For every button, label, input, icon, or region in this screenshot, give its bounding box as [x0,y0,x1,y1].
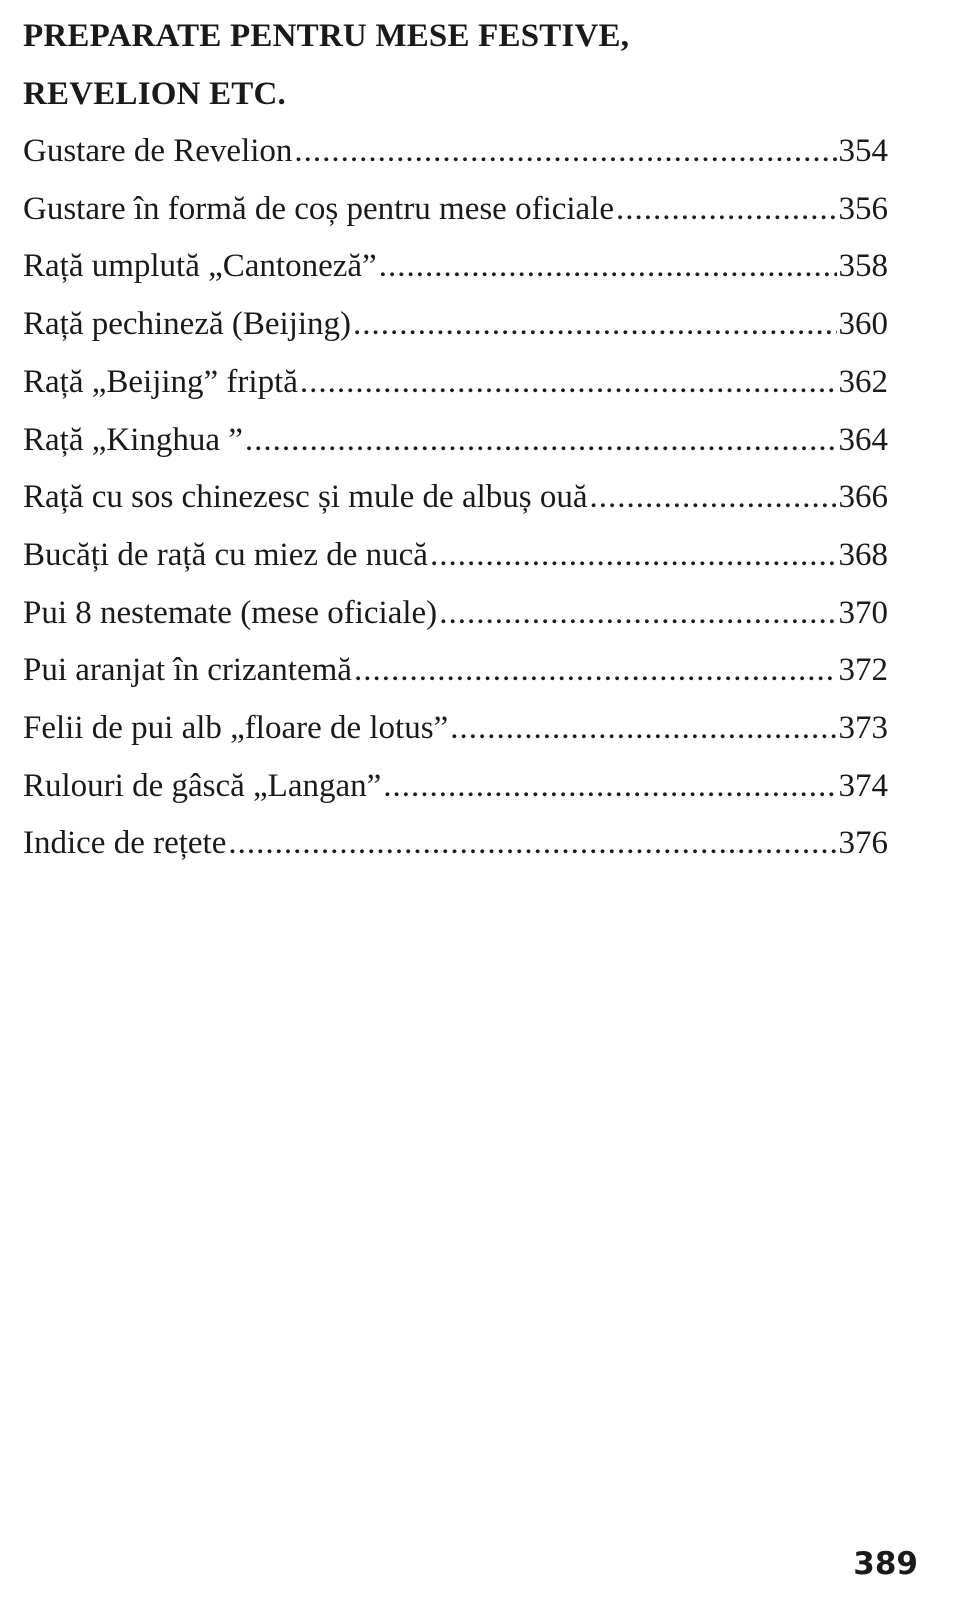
toc-entry[interactable] [23,585,888,643]
toc-entry[interactable] [23,642,888,700]
toc-entry-title: Gustare în formă de coș pentru mese oficiale [23,190,615,227]
toc-entry-title: Rață „Beijing” friptă [23,363,298,400]
table-of-contents [23,8,888,873]
toc-entry[interactable] [23,354,888,412]
toc-entry-title: Rață pechineză (Beijing) [23,306,352,343]
toc-entry-list [23,123,888,873]
toc-entry[interactable] [23,700,888,758]
dot-leader [294,123,836,181]
toc-entry-page: 370 [838,594,888,631]
toc-entry-page: 364 [838,421,888,458]
toc-entry[interactable] [23,527,888,585]
dot-leader [379,238,837,296]
toc-entry-title: Indice de rețete [23,825,227,862]
dot-leader [245,412,837,470]
dot-leader [439,585,836,643]
toc-entry-page: 366 [838,479,888,516]
toc-entry-page: 362 [838,363,888,400]
toc-entry[interactable] [23,181,888,239]
dot-leader [383,758,836,816]
dot-leader [450,700,836,758]
toc-entry-title: Bucăți de rață cu miez de nucă [23,536,428,573]
toc-entry[interactable] [23,469,888,527]
toc-entry-page: 358 [838,248,888,285]
section-title-line-1: PREPARATE PENTRU MESE FESTIVE, [23,18,630,54]
toc-entry[interactable] [23,815,888,873]
toc-entry-title: Pui 8 nestemate (mese oficiale) [23,594,438,631]
toc-entry-title: Pui aranjat în crizantemă [23,652,352,689]
toc-entry-page: 360 [838,306,888,343]
toc-entry-title: Rulouri de gâscă „Langan” [23,767,382,804]
toc-entry-title: Rață cu sos chinezesc și mule de albuș ouă [23,479,588,516]
dot-leader [228,815,836,873]
toc-entry-page: 354 [838,133,888,169]
toc-entry[interactable] [23,238,888,296]
section-title-line-2: REVELION ETC. [23,75,286,112]
dot-leader [616,181,836,239]
toc-entry-title: Rață „Kinghua ” [23,421,243,458]
toc-entry[interactable] [23,123,888,181]
toc-entry-title: Rață umplută „Cantoneză” [23,248,377,285]
toc-entry-title: Gustare de Revelion [23,133,293,169]
toc-entry[interactable] [23,412,888,470]
dot-leader [430,527,837,585]
toc-entry-page: 356 [838,190,888,227]
toc-entry-page: 368 [838,536,888,573]
toc-entry-title: Felii de pui alb „floare de lotus” [23,710,449,747]
toc-entry-page: 376 [838,825,888,862]
page-number: 389 [853,1546,918,1582]
toc-entry-page: 374 [838,767,888,804]
toc-entry-page: 372 [838,652,888,689]
toc-entry-page: 373 [838,710,888,747]
dot-leader [353,296,836,354]
dot-leader [300,354,837,412]
dot-leader [354,642,837,700]
toc-entry[interactable] [23,296,888,354]
dot-leader [590,469,837,527]
toc-entry[interactable] [23,758,888,816]
